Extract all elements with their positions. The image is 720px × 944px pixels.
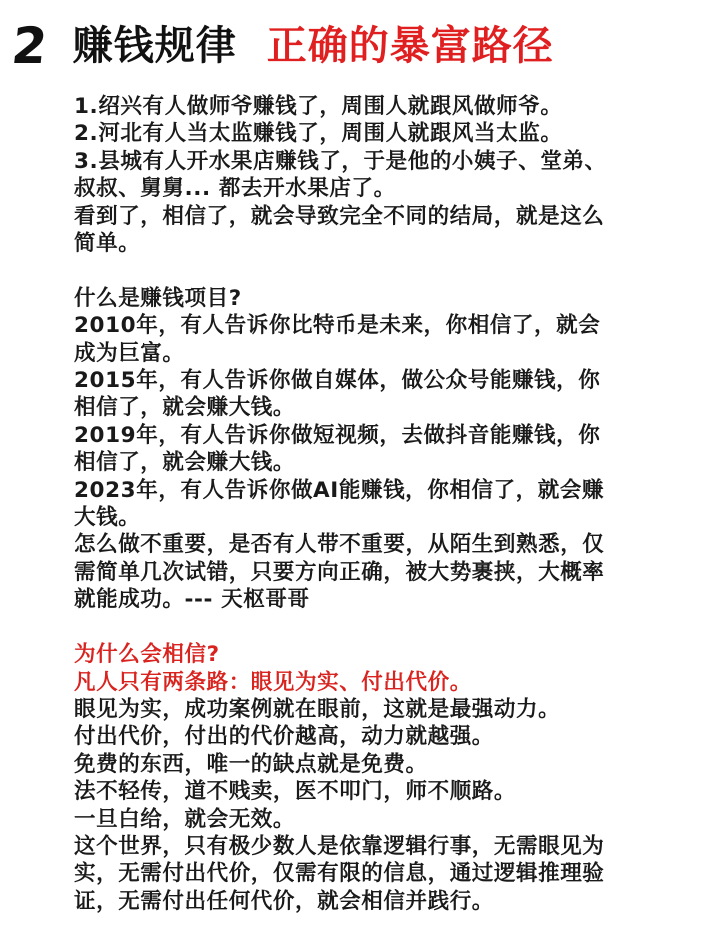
text-line: 叔叔、舅舅... 都去开水果店了。	[74, 176, 396, 202]
text-line: 怎么做不重要，是否有人带不重要，从陌生到熟悉，仅	[74, 532, 605, 558]
page-title: 赚钱规律	[72, 23, 237, 69]
text-line: 眼见为实，成功案例就在眼前，这就是最强动力。	[74, 696, 561, 722]
text-line: 需简单几次试错，只要方向正确，被大势裹挟，大概率	[74, 559, 605, 585]
section-examples	[74, 93, 674, 257]
text-line: 2010年，有人告诉你比特币是未来，你相信了，就会	[74, 313, 601, 339]
text-line: 大钱。	[74, 505, 141, 531]
text-line: 1.绍兴有人做师爷赚钱了，周围人就跟风做师爷。	[74, 94, 563, 119]
paragraph-gap	[74, 257, 674, 284]
text-line: 免费的东西，唯一的缺点就是免费。	[74, 751, 428, 777]
text-line: 一旦白给，就会无效。	[74, 806, 296, 832]
text-line: 就能成功。--- 天枢哥哥	[74, 587, 310, 613]
text-line: 实，无需付出代价，仅需有限的信息，通过逻辑推理验	[74, 861, 605, 887]
paragraph-gap	[74, 614, 674, 641]
section-heading-red: 为什么会相信?	[74, 642, 220, 668]
text-line: 2019年，有人告诉你做短视频，去做抖音能赚钱，你	[74, 422, 601, 448]
text-line: 法不轻传，道不贱卖，医不叩门，师不顺路。	[74, 779, 517, 805]
text-line: 成为巨富。	[74, 340, 185, 366]
section-belief	[74, 641, 674, 915]
text-line: 2023年，有人告诉你做AI能赚钱，你相信了，就会赚	[74, 477, 605, 503]
section-projects	[74, 285, 674, 614]
highlight-title: 正确的暴富路径	[266, 23, 554, 69]
text-line: 简单。	[74, 231, 141, 257]
text-line: 付出代价，付出的代价越高，动力就越强。	[74, 724, 494, 750]
section-heading: 什么是赚钱项目?	[74, 285, 242, 311]
key-statement-red: 凡人只有两条路：眼见为实、付出代价。	[74, 669, 472, 695]
section-number: 2	[8, 17, 50, 75]
text-line: 相信了，就会赚大钱。	[74, 395, 296, 421]
text-line: 证，无需付出任何代价，就会相信并践行。	[74, 888, 494, 914]
page-header	[8, 14, 554, 78]
text-line: 3.县城有人开水果店赚钱了，于是他的小姨子、堂弟、	[74, 148, 607, 174]
text-line: 相信了，就会赚大钱。	[74, 450, 296, 476]
text-line: 2.河北有人当太监赚钱了，周围人就跟风当太监。	[74, 121, 563, 147]
text-line: 2015年，有人告诉你做自媒体，做公众号能赚钱，你	[74, 368, 601, 394]
article-body	[74, 93, 674, 915]
text-line: 看到了，相信了，就会导致完全不同的结局，就是这么	[74, 203, 605, 229]
text-line: 这个世界，只有极少数人是依靠逻辑行事，无需眼见为	[74, 833, 605, 859]
